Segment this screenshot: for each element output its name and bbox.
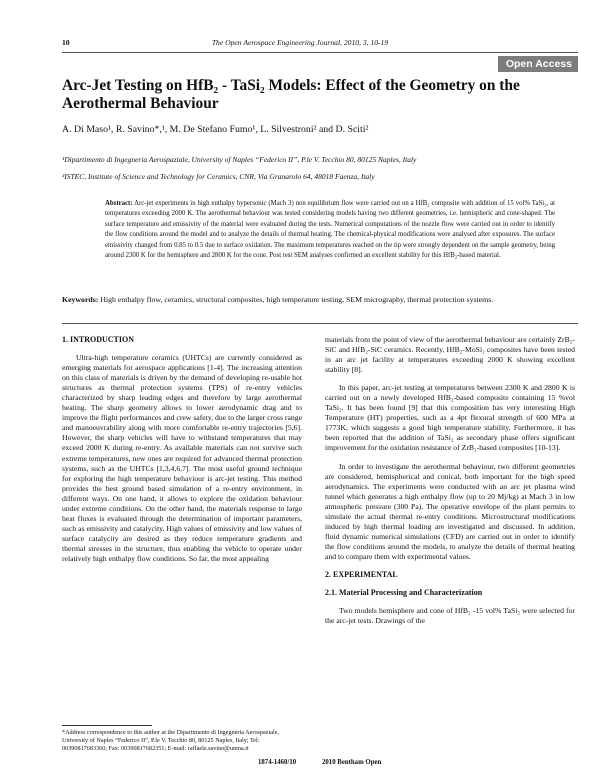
right-paragraph-2: In this paper, arc-jet testing at temperatures between 2300 K and 2800 K is carried out on a newly developed HfB₂-based composite containing 15 %vol TaSi₂. It has been found [9] that this composition has very interesting High Temperature (HT) properties, such as a 4pt flexural strength of 600 MPa at 1773K, which suggests a good high temperature stability. Furthermore, it has been reported that the addition of TaSi₂ as secondary phase offers significant improvement for the oxidation resistance of ZrB₂-based composites [10-13]. <box>325 383 575 453</box>
author-list: A. Di Maso¹, R. Savino*,¹, M. De Stefano Fumo¹, L. Silvestroni² and D. Sciti² <box>62 124 369 135</box>
abstract <box>105 199 555 261</box>
right-column <box>325 335 575 634</box>
affiliation-1: ¹Dipartimento di Ingegneria Aerospaziale, University of Naples “Federico II”, P.le V. Tecchio 80, 80125 Naples, Italy <box>62 155 417 164</box>
right-paragraph-3: In order to investigate the aerothermal behaviour, two different geometries are considered, hemispherical and conical, both important for the high speed aerodynamics. The experiments were conducted with an arc jet plasma wind tunnel which generates a high enthalpy flow (up to 20 Mj/kg) at Mach 3 in low atmospheric pressure (300 Pa). The operative envelope of the plant permits to simulate the actual thermal re-entry conditions. Microstructural modifications induced by high thermal loading are investigated and discussed. In addition, fluid dynamic numerical simulations (CFD) are carried out in order to identify the flow conditions around the models, to analyze the details of thermal heating and to compare them with experimental values. <box>325 461 575 561</box>
section-divider <box>62 323 578 324</box>
correspondence-footnote: *Address correspondence to this author at the Dipartimento di Ingegneria Aerospaziale, University of Naples “Federico II”, P.le V. Tecchio 80, 80125 Naples, Italy; Tel: 00390817683360; Fax: 00390817682351; E-mail: raffaele.savino@unina.it <box>62 729 280 752</box>
footer-publisher: 2010 Bentham Open <box>322 759 382 766</box>
abstract-label: Abstract: <box>105 200 133 207</box>
keywords <box>62 294 562 305</box>
open-access-badge: Open Access <box>498 56 578 72</box>
header-rule <box>62 52 578 53</box>
keywords-label: Keywords: <box>62 295 99 304</box>
page-number: 10 <box>62 38 70 47</box>
right-paragraph-1: materials from the point of view of the aerothermal behaviour are certainly ZrB₂-SiC and HfB₂-SiC ceramics. Recently, HfB₂-MoSi₂ composites have been tested in an arc jet facility at temperatures exceeding 2000 K showing excellent stability [8]. <box>325 335 575 375</box>
subsection-material-title: 2.1. Material Processing and Characterization <box>325 588 483 598</box>
affiliation-2: ²ISTEC, Institute of Science and Technology for Ceramics, CNR, Via Granarolo 64, 48018 Faenza, Italy <box>62 172 375 181</box>
right-paragraph-4: Two models hemisphere and cone of HfB₂ -15 vol% TaSi₂ were selected for the arc-jet tests. Drawings of the <box>325 606 575 626</box>
abstract-text: Arc-jet experiments in high enthalpy hypersonic (Mach 3) non equilibrium flow were carried out on a HfB₂ composite with addition of 15 vol% TaSi₂, at temperatures exceeding 2000 K. The aerothermal behaviour was tested considering models having two different geometries, i.e. hemispheric and cone-shaped. The surface temperature and emissivity of the material were evaluated during the tests. Numerical computations of the nozzle flow were carried out in order to identify the flow conditions around the model and to analyze the details of thermal heating. The chemical-physical modifications were analysed after exposures. The surface emissivity changed from 0.85 to 0.5 due to surface oxidation. The maximum temperatures reached on the tip were strongly dependent on the sample geometry, being around 2300 K for the hemisphere and 2800 K for the cone. Post test SEM analyses confirmed an excellent stability for this HfB₂-based material. <box>105 200 555 260</box>
journal-header: The Open Aerospace Engineering Journal, 2010, 3, 10-19 <box>211 38 389 47</box>
footer-issn: 1874-1460/10 <box>258 759 297 766</box>
keywords-text: High enthalpy flow, ceramics, structural composites, high temperature testing, SEM micrography, thermal protection systems. <box>100 295 494 304</box>
paper-title: Arc-Jet Testing on HfB₂ - TaSi₂ Models: Effect of the Geometry on the Aerothermal Behaviour <box>62 77 520 112</box>
introduction-paragraph: Ultra-high temperature ceramics (UHTCs) are currently considered as emerging materials for aerospace applications [1-4]. The increasing attention on this class of materials is driven by the demand of developing re-usable hot structures as thermal protection systems (TPS) of re-entry vehicles characterized by sharp leading edges and therefore by large aerothermal heating. The sharp geometry allows to lower aerodynamic drag and to improve the flight performances and crew safety, due to the larger cross range and manoeuvrability along with more comfortable re-entry trajectories [5,6]. However, the sharp vehicles will have to withstand temperatures that may exceed 2000 K during re-entry. As available materials can not survive such extreme temperatures, new ones are required for advanced thermal protection systems, such as the UHTCs [1,3,4,6,7]. The most useful ground technique for exploring the high temperature behaviour is arc-jet testing. This method provides the best ground based simulation of a re-entry environment, in different ways. On one hand, it allows to explore the oxidation behaviour under extreme conditions. On the other hand, the materials response to large heat fluxes is evaluated through the determination of important parameters, such as emissivity and catalycity. High values of emissivity and low values of surface catalycity are desired as they reduce temperature gradients and thermal stresses in the structure, thus enabling the vehicle to operate under relatively high enthalpy flow conditions. So far, the most appealing <box>62 353 302 563</box>
left-column <box>62 335 302 572</box>
section-introduction-title: 1. INTRODUCTION <box>62 335 135 344</box>
section-experimental-title: 2. EXPERIMENTAL <box>325 569 398 579</box>
footnote-rule <box>62 725 152 726</box>
